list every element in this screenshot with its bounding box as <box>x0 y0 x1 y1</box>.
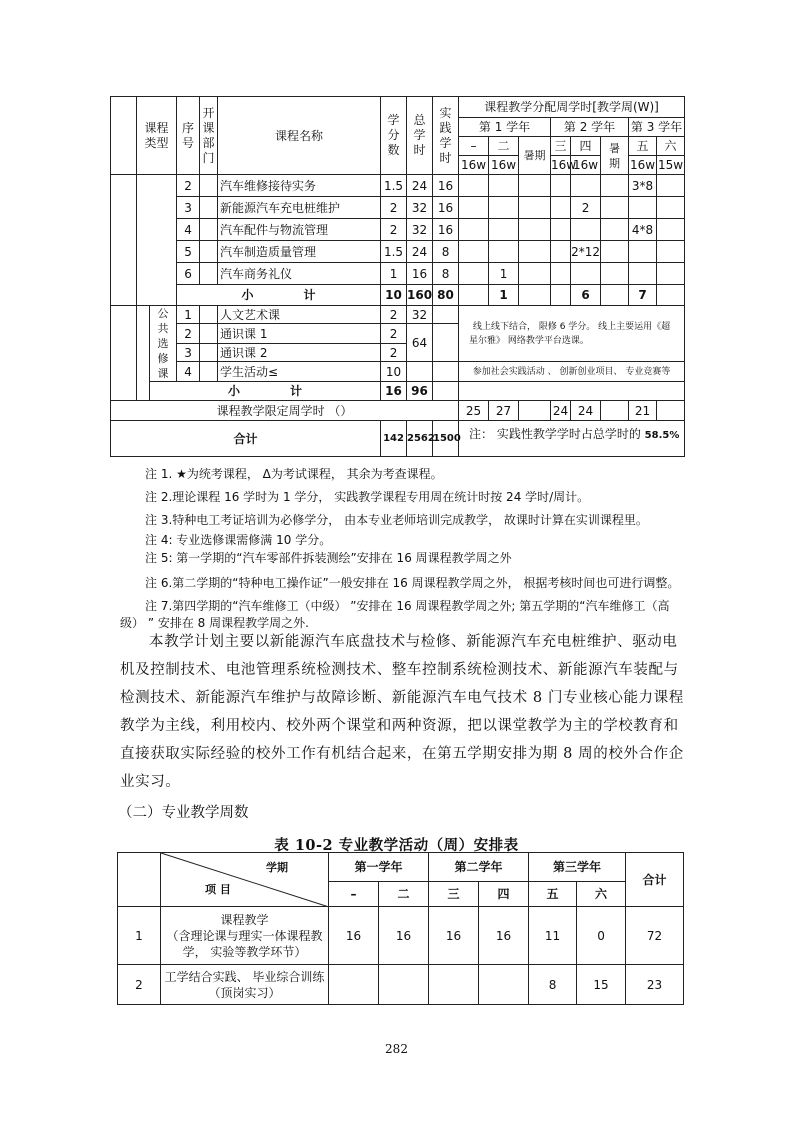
sem3-header: 三 <box>551 137 570 156</box>
row-no: 6 <box>177 263 200 285</box>
row-total: 16 <box>407 263 433 285</box>
row-s5 <box>629 197 657 219</box>
row-s4 <box>571 219 601 241</box>
row-course-name: 通识课 1 <box>218 324 381 344</box>
row-s6 <box>657 219 685 241</box>
weekly-s5: 21 <box>629 401 657 421</box>
note-7: 注 7.第四学期的“汽车维修工（中级） ”安排在 16 周课程教学周之外; 第五学期的“汽车维修工（高 <box>145 599 670 613</box>
summer2-header: 暑期 <box>601 137 629 175</box>
public-elective-note: 线上线下结合， 限修 6 学分。 线上主要运用《超 星尔雅》 网络教学平台选课。 <box>459 306 685 362</box>
row-practice <box>433 324 459 362</box>
row-no: 4 <box>177 219 200 241</box>
row-practice: 16 <box>433 197 459 219</box>
sem6-weeks: 15w <box>658 158 684 172</box>
row-s5 <box>629 241 657 263</box>
note-2: 注 2.理论课程 16 学时为 1 学分， 实践教学课程专用周在统计时按 24 学时/周计。 <box>145 490 590 504</box>
row-s3 <box>551 241 571 263</box>
grand-credit: 142 <box>381 421 407 457</box>
row-summer2 <box>601 175 629 197</box>
body-paragraph: 本教学计划主要以新能源汽车底盘技术与检修、新能源汽车充电桩维护、驱动电机及控制技术、电池管理系统检测技术、整车控制系统检测技术、新能源汽车装配与检测技术、新能源汽车维护与故障诊断、新能源汽车电气技术 8 门专业核心能力课程教学为主线，利用校内、校外两个课堂和两种资源，把以课堂教学为主的学校教育和直接获取实际经验的校外工作有机结合起来，在第五学期安排为期 8 周的校外合作企业实习。 <box>120 634 684 790</box>
sem2-weeks: 16w <box>490 158 517 172</box>
row-value <box>329 965 379 1005</box>
note-3: 注 3.特种电工考证培训为必修学分， 由本专业老师培训完成教学， 故课时计算在实训课程里。 <box>145 513 648 527</box>
section-title: （二）专业教学周数 <box>118 805 249 821</box>
subtotal-label: 小 计 <box>150 382 381 401</box>
weekly-s3: 24 <box>551 401 571 421</box>
sem-header: 六 <box>577 882 626 907</box>
row-summer1 <box>519 241 551 263</box>
row-no: 2 <box>118 965 161 1005</box>
row-s3 <box>551 263 571 285</box>
weekly-s2: 27 <box>489 401 519 421</box>
row-no: 2 <box>177 175 200 197</box>
row-no: 1 <box>177 306 200 324</box>
year3-header: 第三学年 <box>529 853 626 882</box>
row-credit: 1 <box>381 263 407 285</box>
row-value: 15 <box>577 965 626 1005</box>
subtotal-row <box>111 285 685 306</box>
row-no: 3 <box>177 197 200 219</box>
weekly-s1: 25 <box>459 401 489 421</box>
row-practice: 16 <box>433 219 459 241</box>
row-value: 16 <box>429 907 479 965</box>
diagonal-header <box>161 853 329 907</box>
row-credit: 2 <box>381 344 407 362</box>
row-dept <box>200 324 218 344</box>
sem5-weeks: 16w <box>629 158 656 172</box>
row-s1 <box>459 219 489 241</box>
row-s6 <box>657 263 685 285</box>
row-credit: 2 <box>381 324 407 344</box>
row-s2 <box>489 197 519 219</box>
row-dept <box>200 344 218 362</box>
sem1-weeks: 16w <box>460 158 487 172</box>
table-row <box>111 219 685 241</box>
row-value: 11 <box>529 907 577 965</box>
row-no: 5 <box>177 241 200 263</box>
row-course-name: 通识课 2 <box>218 344 381 362</box>
subtotal-total: 160 <box>407 285 433 306</box>
type-blank-cell <box>111 175 137 306</box>
row-credit: 2 <box>381 197 407 219</box>
note-6: 注 6.第二学期的“特种电工操作证”一般安排在 16 周课程教学周之外， 根据考核时间也可进行调整。 <box>145 576 680 590</box>
row-dept <box>200 263 218 285</box>
row-summer2 <box>601 197 629 219</box>
row-summer2 <box>601 241 629 263</box>
subtotal-s2: 1 <box>489 285 519 306</box>
page-number: 282 <box>385 1042 408 1056</box>
row-course-name: 汽车制造质量管理 <box>218 241 381 263</box>
weekly-s6 <box>657 401 685 421</box>
sem4-header: 四 <box>571 137 600 156</box>
row-s3 <box>551 175 571 197</box>
note-5: 注 5: 第一学期的“汽车零部件拆装测绘”安排在 16 周课程教学周之外 <box>145 551 512 565</box>
note-7-cont: 级） ” 安排在 8 周课程教学周之外. <box>120 616 309 630</box>
table-row <box>111 263 685 285</box>
row-dept <box>200 219 218 241</box>
table-row <box>111 362 685 382</box>
grand-note: 注： 实践性教学学时占总学时的 58.5% <box>459 421 685 457</box>
sem6-header: 六 <box>657 137 684 156</box>
sem5-header: 五 <box>629 137 656 156</box>
row-dept <box>200 306 218 324</box>
row-item: 工学结合实践、 毕业综合训练 （顶岗实习） <box>161 965 329 1005</box>
table-row <box>118 965 684 1005</box>
row-item: 课程教学 （含理论课与理实一体课程教 学， 实验等教学环节） <box>161 907 329 965</box>
row-credit: 10 <box>381 362 407 382</box>
course-name-header: 课程名称 <box>218 97 381 175</box>
sem2-header: 二 <box>489 137 518 156</box>
row-total: 32 <box>407 306 433 324</box>
weekly-summer1 <box>519 401 551 421</box>
table-row <box>111 306 685 324</box>
row-summer1 <box>519 197 551 219</box>
subtotal-row <box>111 382 685 401</box>
table-row <box>111 197 685 219</box>
total-header: 合计 <box>626 853 684 907</box>
row-s2: 1 <box>489 263 519 285</box>
row-s3 <box>551 219 571 241</box>
weekly-summer2 <box>601 401 629 421</box>
subtotal-practice <box>433 382 459 401</box>
sem3-weeks: 16w <box>551 158 577 172</box>
row-value <box>379 965 429 1005</box>
subtotal-s1 <box>459 285 489 306</box>
table-row <box>118 907 684 965</box>
table-row <box>111 175 685 197</box>
row-credit: 2 <box>381 219 407 241</box>
row-s2 <box>489 175 519 197</box>
grand-total-label: 合计 <box>111 421 381 457</box>
year2-header: 第 2 学年 <box>551 118 629 137</box>
term-label: 学期 <box>266 861 288 874</box>
row-s5: 3*8 <box>629 175 657 197</box>
row-dept <box>200 362 218 382</box>
public-elective-type: 公共选修课 <box>150 306 177 382</box>
total-hours-header: 总学时 <box>407 97 433 175</box>
subtotal-s3 <box>551 285 571 306</box>
activity-note: 参加社会实践活动 、 创新创业项目、 专业竞赛等 <box>459 362 685 382</box>
row-no: 1 <box>118 907 161 965</box>
row-course-name: 汽车维修接待实务 <box>218 175 381 197</box>
row-dept <box>200 197 218 219</box>
row-total: 32 <box>407 219 433 241</box>
row-summer1 <box>519 219 551 241</box>
row-value <box>479 965 529 1005</box>
department-header: 开课部门 <box>200 97 218 175</box>
grand-total-row <box>111 421 685 457</box>
subtotal-summer1 <box>519 285 551 306</box>
subtotal-practice: 80 <box>433 285 459 306</box>
row-s2 <box>489 219 519 241</box>
sem4-weeks: 16w <box>572 158 599 172</box>
merged-total: 64 <box>407 324 433 362</box>
weekly-s4: 24 <box>571 401 601 421</box>
row-course-name: 新能源汽车充电桩维护 <box>218 197 381 219</box>
row-summer1 <box>519 175 551 197</box>
row-course-name: 人文艺术课 <box>218 306 381 324</box>
course-plan-table <box>110 96 685 457</box>
row-value: 16 <box>329 907 379 965</box>
type-blank-cell <box>137 175 177 306</box>
sem-header: 三 <box>429 882 479 907</box>
teaching-weeks-table <box>117 852 684 1005</box>
header-blank-cell <box>118 853 161 907</box>
row-s4: 2 <box>571 197 601 219</box>
row-s4: 2*12 <box>571 241 601 263</box>
row-value: 0 <box>577 907 626 965</box>
sem-header: – <box>329 882 379 907</box>
type-blank-cell <box>137 306 150 401</box>
row-no: 2 <box>177 324 200 344</box>
subtotal-s4: 6 <box>571 285 601 306</box>
year1-header: 第 1 学年 <box>459 118 551 137</box>
year3-header: 第 3 学年 <box>629 118 685 137</box>
row-value: 16 <box>379 907 429 965</box>
row-s1 <box>459 263 489 285</box>
sem1-header: – <box>459 137 488 156</box>
row-practice: 8 <box>433 263 459 285</box>
row-course-name: 学生活动≤ <box>218 362 381 382</box>
row-total <box>407 362 433 382</box>
weekly-hours-row <box>111 401 685 421</box>
subtotal-s5: 7 <box>629 285 657 306</box>
row-s3 <box>551 197 571 219</box>
row-practice <box>433 306 459 324</box>
type-blank-cell <box>111 306 137 401</box>
row-s4 <box>571 175 601 197</box>
row-s1 <box>459 197 489 219</box>
row-total: 72 <box>626 907 684 965</box>
row-total: 23 <box>626 965 684 1005</box>
subtotal-credit: 16 <box>381 382 407 401</box>
serial-no-header: 序号 <box>177 97 200 175</box>
table-row <box>111 241 685 263</box>
row-s1 <box>459 175 489 197</box>
subtotal-credit: 10 <box>381 285 407 306</box>
row-total: 32 <box>407 197 433 219</box>
weekly-hours-label: 课程教学限定周学时 （） <box>111 401 459 421</box>
row-s6 <box>657 175 685 197</box>
row-value <box>429 965 479 1005</box>
row-value: 16 <box>479 907 529 965</box>
row-practice <box>433 362 459 382</box>
row-no: 3 <box>177 344 200 362</box>
header-blank-cell <box>111 97 137 175</box>
row-summer2 <box>601 263 629 285</box>
row-s6 <box>657 241 685 263</box>
subtotal-empty <box>459 382 685 401</box>
row-s5: 4*8 <box>629 219 657 241</box>
sem-header: 二 <box>379 882 429 907</box>
row-s2 <box>489 241 519 263</box>
distribution-header: 课程教学分配周学时[教学周(W)] <box>459 97 685 118</box>
row-practice: 16 <box>433 175 459 197</box>
course-type-header: 课程类型 <box>137 97 177 175</box>
sem-header: 四 <box>479 882 529 907</box>
row-dept <box>200 241 218 263</box>
note-1: 注 1. ★为统考课程， Δ为考试课程， 其余为考查课程。 <box>145 467 443 481</box>
row-course-name: 汽车商务礼仪 <box>218 263 381 285</box>
grand-total: 2562 <box>407 421 433 457</box>
item-label: 项 目 <box>205 883 231 896</box>
subtotal-total: 96 <box>407 382 433 401</box>
row-value: 8 <box>529 965 577 1005</box>
diagonal-line <box>161 853 329 907</box>
subtotal-summer2 <box>601 285 629 306</box>
row-credit: 1.5 <box>381 241 407 263</box>
row-practice: 8 <box>433 241 459 263</box>
note-4: 注 4: 专业选修课需修满 10 学分。 <box>145 533 332 547</box>
row-credit: 2 <box>381 306 407 324</box>
row-course-name: 汽车配件与物流管理 <box>218 219 381 241</box>
row-s6 <box>657 197 685 219</box>
row-summer1 <box>519 263 551 285</box>
practice-hours-header: 实践学时 <box>433 97 459 175</box>
year1-header: 第一学年 <box>329 853 429 882</box>
sem-header: 五 <box>529 882 577 907</box>
row-no: 4 <box>177 362 200 382</box>
row-summer2 <box>601 219 629 241</box>
summer1-header: 暑期 <box>519 137 551 175</box>
subtotal-label: 小 计 <box>177 285 381 306</box>
credit-header: 学分数 <box>381 97 407 175</box>
grand-practice: 1500 <box>433 421 459 457</box>
row-s4 <box>571 263 601 285</box>
row-total: 24 <box>407 175 433 197</box>
row-credit: 1.5 <box>381 175 407 197</box>
year2-header: 第二学年 <box>429 853 529 882</box>
table2-title: 表 10-2 专业教学活动（周）安排表 <box>274 837 519 854</box>
row-s1 <box>459 241 489 263</box>
row-s5 <box>629 263 657 285</box>
row-total: 24 <box>407 241 433 263</box>
row-dept <box>200 175 218 197</box>
subtotal-s6 <box>657 285 685 306</box>
